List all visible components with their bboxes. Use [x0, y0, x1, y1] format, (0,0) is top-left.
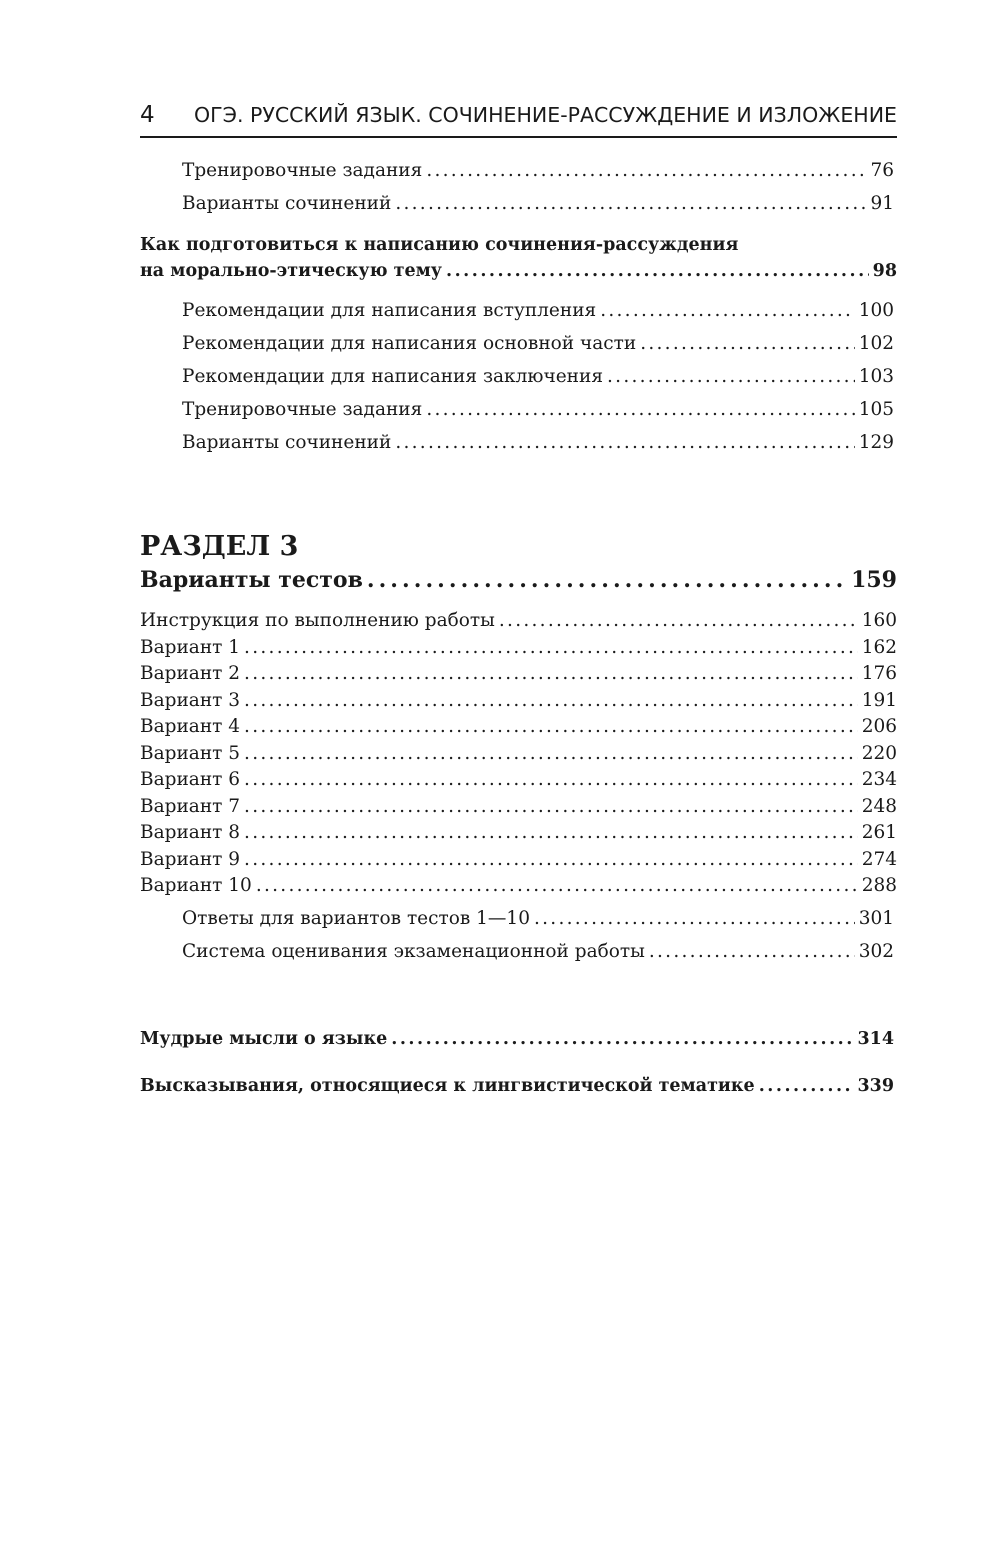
toc-entry-page: 301 [858, 908, 894, 929]
toc-entry-title: Рекомендации для написания основной части [182, 333, 637, 354]
toc-leader [534, 906, 855, 932]
toc-entry[interactable] [182, 939, 894, 965]
toc-leader [244, 794, 858, 820]
toc-entry-page: 160 [861, 610, 897, 631]
toc-entry-page: 248 [861, 796, 897, 817]
toc-entry[interactable] [182, 191, 894, 217]
toc-leader [395, 191, 866, 217]
toc-leader [256, 873, 858, 899]
section-title: Варианты тестов [140, 567, 363, 593]
toc-leader [759, 1073, 854, 1099]
toc-leader [446, 258, 869, 284]
toc-entry-title: Тренировочные задания [182, 160, 423, 181]
toc-leader [367, 565, 847, 595]
toc-entry-page: 274 [861, 849, 897, 870]
toc-leader [391, 1026, 853, 1052]
toc-entry-title: Варианты сочинений [182, 432, 392, 453]
toc-entry[interactable] [182, 397, 894, 423]
toc-entry[interactable] [182, 298, 894, 324]
toc-entry-title: Инструкция по выполнению работы [140, 610, 495, 631]
toc-leader [640, 331, 854, 357]
toc-leader [244, 635, 858, 661]
toc-entry-page: 102 [858, 333, 894, 354]
toc-entry-title: Вариант 4 [140, 716, 241, 737]
toc-leader [499, 608, 858, 634]
section-label: РАЗДЕЛ 3 [140, 531, 299, 562]
toc-entry-title: Вариант 9 [140, 849, 241, 870]
toc-leader [244, 661, 858, 687]
toc-entry[interactable] [182, 364, 894, 390]
toc-entry[interactable] [140, 767, 897, 793]
running-header [140, 100, 897, 138]
chapter-title-line2: на морально-этическую тему [140, 261, 442, 281]
appendix-entry[interactable] [140, 1026, 894, 1052]
toc-entry[interactable] [140, 608, 897, 634]
toc-leader [607, 364, 855, 390]
toc-entry-title: Ответы для вариантов тестов 1—10 [182, 908, 530, 929]
toc-entry-title: Вариант 8 [140, 822, 241, 843]
toc-entry-title: Вариант 3 [140, 690, 241, 711]
toc-entry-page: 162 [861, 637, 897, 658]
toc-leader [244, 767, 858, 793]
toc-leader [600, 298, 854, 324]
toc-entry-page: 76 [870, 160, 894, 181]
toc-entry-page: 191 [861, 690, 897, 711]
toc-entry-page: 206 [861, 716, 897, 737]
toc-entry-page: 129 [858, 432, 894, 453]
toc-entry[interactable] [140, 741, 897, 767]
toc-entry-page: 159 [851, 567, 897, 593]
toc-entry[interactable] [182, 906, 894, 932]
toc-leader [426, 397, 854, 423]
toc-entry[interactable] [140, 635, 897, 661]
chapter-entry[interactable] [140, 258, 897, 284]
book-title: ОГЭ. РУССКИЙ ЯЗЫК. СОЧИНЕНИЕ-РАССУЖДЕНИЕ И ИЗЛОЖЕНИЕ [194, 103, 897, 127]
page-number: 4 [140, 102, 155, 128]
toc-entry-title: Вариант 2 [140, 663, 241, 684]
toc-leader [244, 741, 858, 767]
toc-entry-page: 220 [861, 743, 897, 764]
toc-entry[interactable] [182, 430, 894, 456]
toc-entry[interactable] [140, 820, 897, 846]
toc-entry-title: Вариант 10 [140, 875, 252, 896]
toc-entry-title: Варианты сочинений [182, 193, 392, 214]
toc-entry[interactable] [140, 661, 897, 687]
toc-entry-title: Высказывания, относящиеся к лингвистической тематике [140, 1076, 755, 1096]
toc-leader [244, 688, 858, 714]
toc-entry[interactable] [140, 714, 897, 740]
toc-entry-title: Рекомендации для написания вступления [182, 300, 597, 321]
chapter-title-line1[interactable]: Как подготовиться к написанию сочинения-рассуждения [140, 235, 739, 255]
toc-entry-title: Вариант 7 [140, 796, 241, 817]
toc-leader [426, 158, 866, 184]
toc-entry-page: 288 [861, 875, 897, 896]
toc-entry-title: Мудрые мысли о языке [140, 1029, 388, 1049]
toc-entry-page: 339 [857, 1076, 894, 1096]
toc-entry[interactable] [182, 158, 894, 184]
toc-leader [244, 847, 858, 873]
toc-entry-title: Вариант 5 [140, 743, 241, 764]
toc-entry[interactable] [140, 688, 897, 714]
toc-entry-page: 91 [870, 193, 894, 214]
toc-leader [649, 939, 855, 965]
section-entry[interactable] [140, 565, 897, 595]
toc-leader [244, 820, 858, 846]
toc-entry-page: 98 [872, 261, 897, 281]
toc-entry-page: 176 [861, 663, 897, 684]
toc-entry-page: 302 [858, 941, 894, 962]
toc-entry-page: 103 [858, 366, 894, 387]
toc-entry-page: 234 [861, 769, 897, 790]
toc-entry[interactable] [182, 331, 894, 357]
toc-entry[interactable] [140, 794, 897, 820]
toc-entry-page: 261 [861, 822, 897, 843]
toc-entry-title: Рекомендации для написания заключения [182, 366, 603, 387]
toc-leader [244, 714, 858, 740]
toc-leader [395, 430, 854, 456]
toc-entry-page: 314 [857, 1029, 894, 1049]
toc-entry-title: Вариант 6 [140, 769, 241, 790]
toc-entry[interactable] [140, 873, 897, 899]
toc-entry-title: Система оценивания экзаменационной работы [182, 941, 645, 962]
toc-entry-page: 105 [858, 399, 894, 420]
appendix-entry[interactable] [140, 1073, 894, 1099]
toc-entry-title: Тренировочные задания [182, 399, 423, 420]
toc-entry-title: Вариант 1 [140, 637, 241, 658]
toc-entry[interactable] [140, 847, 897, 873]
toc-entry-page: 100 [858, 300, 894, 321]
